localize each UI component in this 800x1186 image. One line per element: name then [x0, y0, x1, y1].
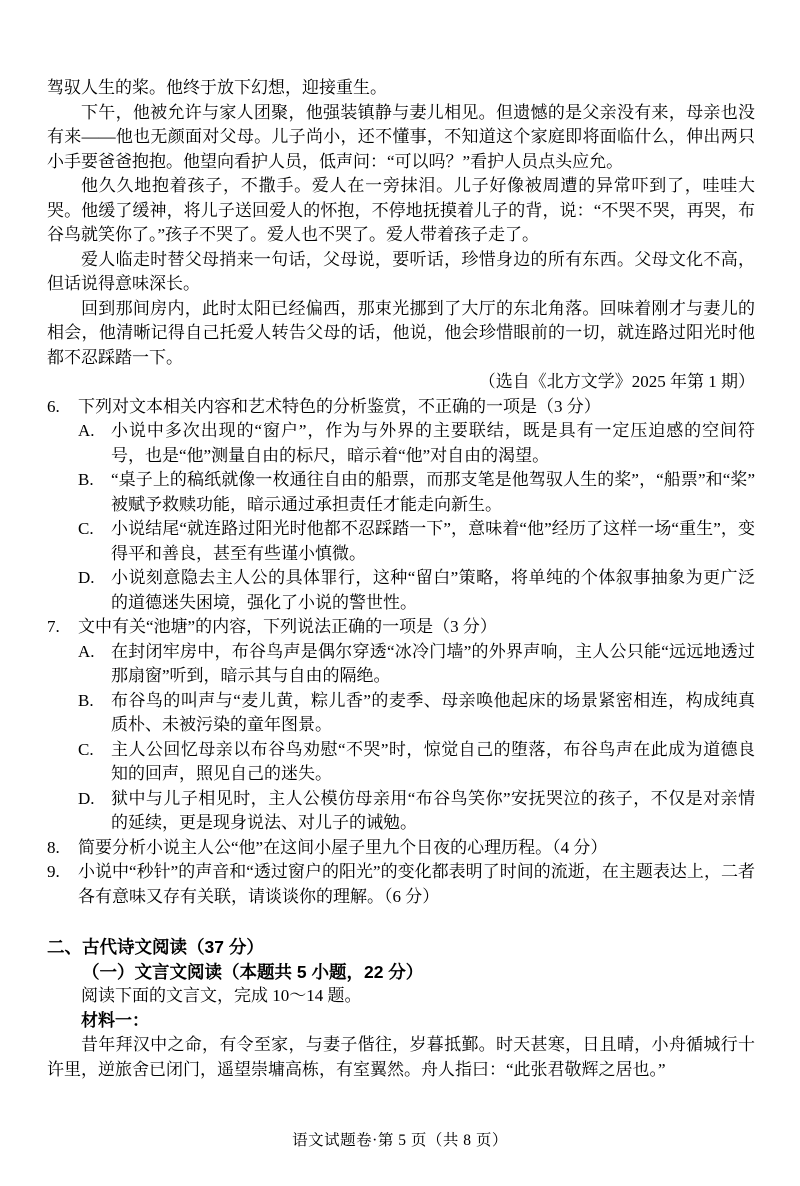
question-6 — [47, 395, 755, 420]
question-number: 6. — [47, 396, 60, 416]
question-9 — [47, 860, 755, 909]
question-6-option-a — [47, 419, 755, 468]
question-number: 9. — [47, 862, 60, 881]
option-letter: D. — [78, 568, 95, 587]
material-1-text: 昔年拜汉中之命，有令至家，与妻子偕往，岁暮抵鄞。时天甚寒，日且晴，小舟循城行十许里，逆旅舍已闭门，遥望崇墉高栋，有室翼然。舟人指曰：“此张君敬辉之居也。” — [47, 1035, 755, 1079]
option-text: “桌子上的稿纸就像一枚通往自由的船票，而那支笔是他驾驭人生的桨”，“船票”和“桨”被赋予救赎功能，暗示通过承担责任才能走向新生。 — [111, 470, 755, 514]
question-stem: 简要分析小说主人公“他”在这间小屋子里九个日夜的心理历程。（4 分） — [78, 837, 608, 857]
question-7 — [47, 615, 755, 640]
question-7-option-b — [47, 689, 755, 738]
page-footer: 语文试题卷·第 5 页（共 8 页） — [292, 1131, 508, 1149]
option-text: 小说结尾“就连路过阳光时他都不忍踩踏一下”，意味着“他”经历了这样一场“重生”，变得平和善良，甚至有些谨小慎微。 — [111, 519, 755, 563]
option-text: 狱中与儿子相见时，主人公模仿母亲用“布谷鸟笑你”安抚哭泣的孩子，不仅是对亲情的延续，更是现身说法、对儿子的诫勉。 — [111, 788, 755, 832]
question-number: 8. — [47, 837, 60, 857]
passage-paragraph: 他久久地抱着孩子，不撒手。爱人在一旁抹泪。儿子好像被周遭的异常吓到了，哇哇大哭。他缓了缓神，将儿子送回爱人的怀抱，不停地抚摸着儿子的背，说：“不哭不哭，再哭，布谷鸟就笑你了。”孩子不哭了。爱人也不哭了。爱人带着孩子走了。 — [47, 176, 755, 244]
question-number: 7. — [47, 617, 60, 636]
question-7-option-c — [47, 738, 755, 787]
option-letter: A. — [78, 641, 95, 661]
question-7-option-a — [47, 640, 755, 689]
question-6-option-d — [47, 566, 755, 615]
question-7-option-d — [47, 787, 755, 836]
passage-paragraph: 驾驭人生的桨。他终于放下幻想，迎接重生。 — [47, 78, 387, 97]
option-letter: B. — [78, 690, 94, 710]
question-6-option-c — [47, 517, 755, 566]
option-text: 布谷鸟的叫声与“麦儿黄，粽儿香”的麦季、母亲唤他起床的场景紧密相连，构成纯真质朴、未被污染的童年图景。 — [111, 690, 755, 734]
question-stem: 下列对文本相关内容和艺术特色的分析鉴赏，不正确的一项是（3 分） — [78, 396, 601, 416]
section-2-heading: 二、古代诗文阅读（37 分） — [47, 937, 264, 957]
option-letter: C. — [78, 519, 94, 538]
question-6-option-b — [47, 468, 755, 517]
section-2-subheading: （一）文言文阅读（本题共 5 小题，22 分） — [82, 961, 424, 982]
option-text: 在封闭牢房中，布谷鸟声是偶尔穿透“冰冷门墙”的外界声响，主人公只能“远远地透过那扇窗”听到，暗示其与自由的隔绝。 — [111, 641, 755, 685]
section-2-instruction: 阅读下面的文言文，完成 10～14 题。 — [81, 986, 362, 1005]
passage-source-attribution: （选自《北方文学》2025 年第 1 期） — [478, 372, 755, 391]
option-letter: C. — [78, 739, 94, 759]
option-letter: A. — [78, 421, 95, 440]
option-letter: B. — [78, 470, 94, 489]
question-stem: 小说中“秒针”的声音和“透过窗户的阳光”的变化都表明了时间的流逝，在主题表达上，二者各有意味又存有关联，请谈谈你的理解。（6 分） — [78, 862, 755, 906]
option-text: 小说刻意隐去主人公的具体罪行，这种“留白”策略，将单纯的个体叙事抽象为更广泛的道德迷失困境，强化了小说的警世性。 — [111, 568, 755, 612]
option-text: 主人公回忆母亲以布谷鸟劝慰“不哭”时，惊觉自己的堕落，布谷鸟声在此成为道德良知的回声，照见自己的迷失。 — [111, 739, 755, 783]
material-1-label: 材料一： — [81, 1010, 149, 1030]
passage-paragraph: 回到那间房内，此时太阳已经偏西，那束光挪到了大厅的东北角落。回味着刚才与妻儿的相会，他清晰记得自己托爱人转告父母的话，他说，他会珍惜眼前的一切，就连路过阳光时他都不忍踩踏一下。 — [47, 298, 755, 367]
option-text: 小说中多次出现的“窗户”，作为与外界的主要联结，既是具有一定压迫感的空间符号，也是“他”测量自由的标尺，暗示着“他”对自由的渴望。 — [111, 421, 755, 465]
option-letter: D. — [78, 788, 95, 808]
question-8 — [47, 836, 755, 861]
question-stem: 文中有关“池塘”的内容，下列说法正确的一项是（3 分） — [78, 617, 497, 636]
passage-paragraph: 爱人临走时替父母捎来一句话，父母说，要听话，珍惜身边的所有东西。父母文化不高，但话说得意味深长。 — [47, 249, 755, 293]
passage-paragraph: 下午，他被允许与家人团聚，他强装镇静与妻儿相见。但遗憾的是父亲没有来，母亲也没有来——他也无颜面对父母。儿子尚小，还不懂事，不知道这个家庭即将面临什么，伸出两只小手要爸爸抱抱。他望向看护人员，低声问：“可以吗？”看护人员点头应允。 — [47, 102, 755, 171]
